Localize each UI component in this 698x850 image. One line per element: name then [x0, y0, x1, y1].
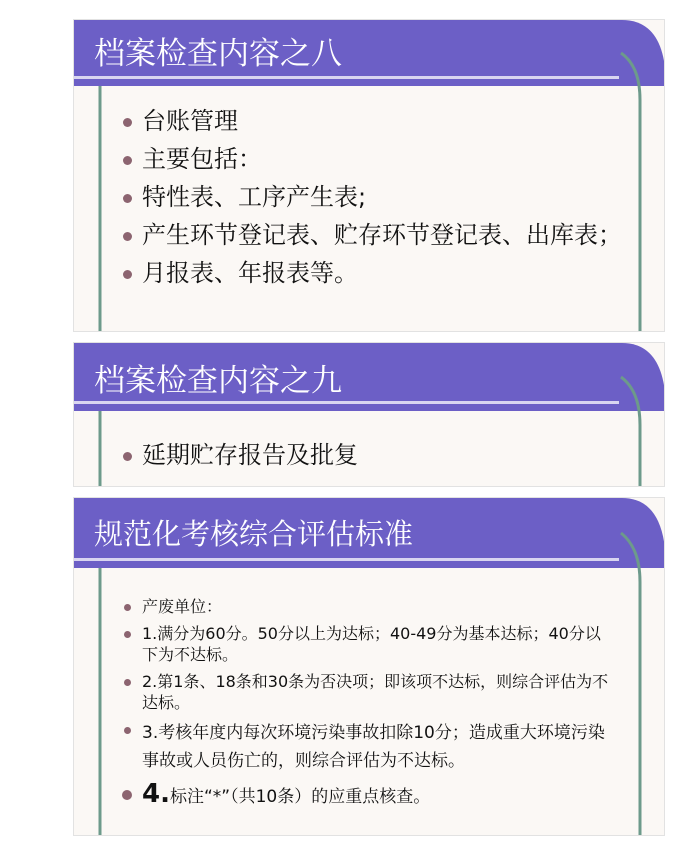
slide-archive-check-8: [73, 19, 665, 332]
list-item: 产废单位：: [142, 596, 612, 617]
slide-title: 规范化考核综合评估标准: [94, 517, 414, 551]
list-item: 台账管理: [142, 106, 622, 136]
slide-evaluation-standard: [73, 497, 665, 836]
list-item: 延期贮存报告及批复: [142, 440, 622, 470]
bullet-list: [142, 596, 612, 816]
list-item: 主要包括：: [142, 144, 622, 174]
list-item: 3.考核年度内每次环境污染事故扣除10分；造成重大环境污染事故或人员伤亡的，则综合评估为不达标。: [142, 719, 612, 775]
list-item: 产生环节登记表、贮存环节登记表、出库表；: [142, 221, 622, 249]
bullet-list: [142, 440, 622, 478]
slide-title: 档案检查内容之九: [94, 363, 342, 399]
bullet-list: [142, 106, 622, 296]
list-item: 特性表、工序产生表;: [142, 182, 622, 212]
list-item: 2.第1条、18条和30条为否决项；即该项不达标，则综合评估为不达标。: [142, 671, 612, 713]
slide-title: 档案检查内容之八: [94, 36, 342, 72]
bullet-number: 4.: [142, 779, 170, 809]
list-item: 1.满分为60分。50分以上为达标；40-49分为基本达标；40分以下为不达标。: [142, 623, 612, 665]
slide-archive-check-9: [73, 342, 665, 487]
list-item: 月报表、年报表等。: [142, 258, 622, 288]
bullet-text: 标注“*”（共10条）的应重点核查。: [169, 787, 431, 807]
list-item: [142, 781, 612, 810]
